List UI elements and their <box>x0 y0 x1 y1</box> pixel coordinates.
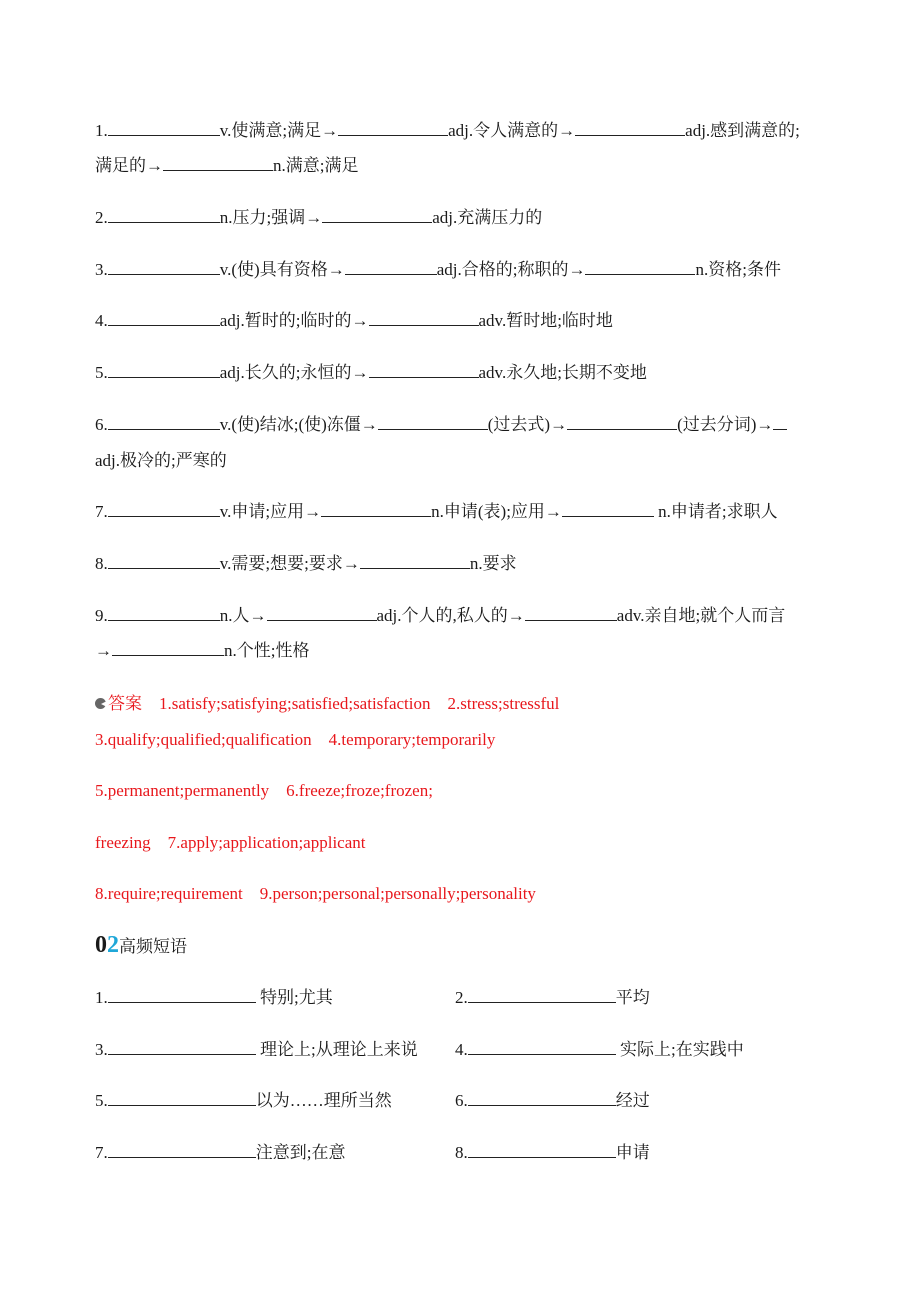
answer-line-1 <box>95 693 559 715</box>
answer-blank[interactable] <box>468 1142 616 1158</box>
answer-blank[interactable] <box>108 1039 256 1055</box>
hint-text: 经过 <box>615 1091 650 1110</box>
hint-text: n.满意;满足 <box>273 156 359 175</box>
item-number: 2. <box>95 208 108 227</box>
answer-blank[interactable] <box>773 414 787 430</box>
answer-blank[interactable] <box>575 120 685 136</box>
vocab-item-6-cont <box>95 450 227 472</box>
hint-text: v.使满意;满足→ <box>219 121 339 140</box>
answer-line-2 <box>95 729 495 751</box>
answer-blank[interactable] <box>108 120 220 136</box>
hint-text: adj.感到满意的; <box>685 121 800 140</box>
answer-blank[interactable] <box>567 414 677 430</box>
hint-text: 理论上;从理论上来说 <box>255 1040 418 1059</box>
answer-blank[interactable] <box>108 501 220 517</box>
answer-blank[interactable] <box>468 1090 616 1106</box>
section-number: 02 <box>95 932 119 958</box>
vocab-item-7 <box>95 501 778 523</box>
hint-text: adj.暂时的;临时的→ <box>219 311 369 330</box>
phrase-item-4 <box>455 1039 744 1061</box>
item-number: 3. <box>95 260 108 279</box>
hint-text: adv.暂时地;临时地 <box>478 311 613 330</box>
answer-blank[interactable] <box>112 640 224 656</box>
phrase-item-8 <box>455 1142 650 1164</box>
item-number: 2. <box>455 988 468 1007</box>
hint-text: → <box>95 641 112 660</box>
answer-text: freezing 7.apply;application;applicant <box>95 833 366 852</box>
answer-blank[interactable] <box>525 605 617 621</box>
vocab-item-3 <box>95 259 781 281</box>
item-number: 1. <box>95 988 108 1007</box>
hint-text: v.(使)具有资格→ <box>219 260 345 279</box>
answer-blank[interactable] <box>108 259 220 275</box>
item-number: 1. <box>95 121 108 140</box>
answer-blank[interactable] <box>267 605 377 621</box>
item-number: 7. <box>95 502 108 521</box>
hint-text: v.需要;想要;要求→ <box>219 554 360 573</box>
hint-text: v.申请;应用→ <box>219 502 322 521</box>
answer-blank[interactable] <box>163 155 273 171</box>
section-heading <box>95 932 187 960</box>
hint-text: adj.长久的;永恒的→ <box>219 363 369 382</box>
item-number: 8. <box>455 1143 468 1162</box>
answer-blank[interactable] <box>108 605 220 621</box>
hint-text: adj.合格的;称职的→ <box>436 260 586 279</box>
answer-blank[interactable] <box>338 120 448 136</box>
item-number: 6. <box>455 1091 468 1110</box>
answer-blank[interactable] <box>562 501 654 517</box>
answer-line-3 <box>95 780 433 802</box>
answer-label: 答案 <box>108 694 142 713</box>
hint-text: 申请 <box>615 1143 650 1162</box>
hint-text: n.资格;条件 <box>695 260 781 279</box>
hint-text: 平均 <box>615 988 650 1007</box>
answer-blank[interactable] <box>321 501 431 517</box>
answer-blank[interactable] <box>108 987 256 1003</box>
answer-text: 3.qualify;qualified;qualification 4.temporary;temporarily <box>95 730 496 749</box>
item-number: 8. <box>95 554 108 573</box>
answer-blank[interactable] <box>369 310 479 326</box>
answer-blank[interactable] <box>360 553 470 569</box>
phrase-item-3 <box>95 1039 418 1061</box>
hint-text: 以为……理所当然 <box>255 1091 392 1110</box>
item-number: 9. <box>95 606 108 625</box>
vocab-item-4 <box>95 310 613 332</box>
hint-text: adj.充满压力的 <box>432 208 543 227</box>
answer-blank[interactable] <box>345 259 437 275</box>
answer-text: 5.permanent;permanently 6.freeze;froze;frozen; <box>95 781 433 800</box>
answer-blank[interactable] <box>108 414 220 430</box>
vocab-item-9-cont <box>95 640 309 662</box>
answer-line-5 <box>95 883 536 905</box>
answer-blank[interactable] <box>585 259 695 275</box>
answer-blank[interactable] <box>108 553 220 569</box>
hint-text: adv.亲自地;就个人而言 <box>616 606 786 625</box>
hint-text: adv.永久地;长期不变地 <box>478 363 647 382</box>
vocab-item-1-cont <box>95 155 358 177</box>
answer-blank[interactable] <box>369 362 479 378</box>
answer-blank[interactable] <box>108 1090 256 1106</box>
item-number: 6. <box>95 415 108 434</box>
phrase-item-6 <box>455 1090 650 1112</box>
item-number: 5. <box>95 363 108 382</box>
hint-text: n.压力;强调→ <box>219 208 323 227</box>
phrase-item-2 <box>455 987 650 1009</box>
item-number: 7. <box>95 1143 108 1162</box>
hint-text: 注意到;在意 <box>255 1143 346 1162</box>
answer-blank[interactable] <box>108 1142 256 1158</box>
item-number: 3. <box>95 1040 108 1059</box>
answer-blank[interactable] <box>378 414 488 430</box>
answer-blank[interactable] <box>108 310 220 326</box>
vocab-item-5 <box>95 362 647 384</box>
answer-blank[interactable] <box>468 987 616 1003</box>
hint-text: 实际上;在实践中 <box>615 1040 744 1059</box>
vocab-item-2 <box>95 207 542 229</box>
hint-text: adj.极冷的;严寒的 <box>95 451 227 470</box>
section-title: 高频短语 <box>119 937 187 956</box>
hint-text: n.要求 <box>469 554 517 573</box>
answer-blank[interactable] <box>322 207 432 223</box>
hint-text: n.人→ <box>219 606 267 625</box>
answer-line-4 <box>95 832 365 854</box>
phrase-item-7 <box>95 1142 345 1164</box>
item-number: 4. <box>95 311 108 330</box>
hint-text: n.申请者;求职人 <box>653 502 778 521</box>
answer-icon <box>95 698 106 709</box>
hint-text: n.申请(表);应用→ <box>431 502 562 521</box>
phrase-item-5 <box>95 1090 392 1112</box>
hint-text: v.(使)结冰;(使)冻僵→ <box>219 415 378 434</box>
answer-text: 8.require;requirement 9.person;personal;personally;personality <box>95 884 536 903</box>
hint-text: adj.令人满意的→ <box>448 121 576 140</box>
vocab-item-9 <box>95 605 785 627</box>
hint-text: 满足的→ <box>95 156 163 175</box>
answer-blank[interactable] <box>108 207 220 223</box>
hint-text: (过去分词)→ <box>677 415 774 434</box>
vocab-item-1 <box>95 120 800 142</box>
answer-text: 1.satisfy;satisfying;satisfied;satisfaction 2.stress;stressful <box>159 694 560 713</box>
vocab-item-8 <box>95 553 517 575</box>
answer-blank[interactable] <box>108 362 220 378</box>
vocab-item-6 <box>95 414 787 436</box>
phrase-item-1 <box>95 987 333 1009</box>
item-number: 4. <box>455 1040 468 1059</box>
hint-text: adj.个人的,私人的→ <box>376 606 525 625</box>
hint-text: n.个性;性格 <box>224 641 310 660</box>
hint-text: (过去式)→ <box>487 415 568 434</box>
hint-text: 特别;尤其 <box>255 988 333 1007</box>
answer-blank[interactable] <box>468 1039 616 1055</box>
item-number: 5. <box>95 1091 108 1110</box>
